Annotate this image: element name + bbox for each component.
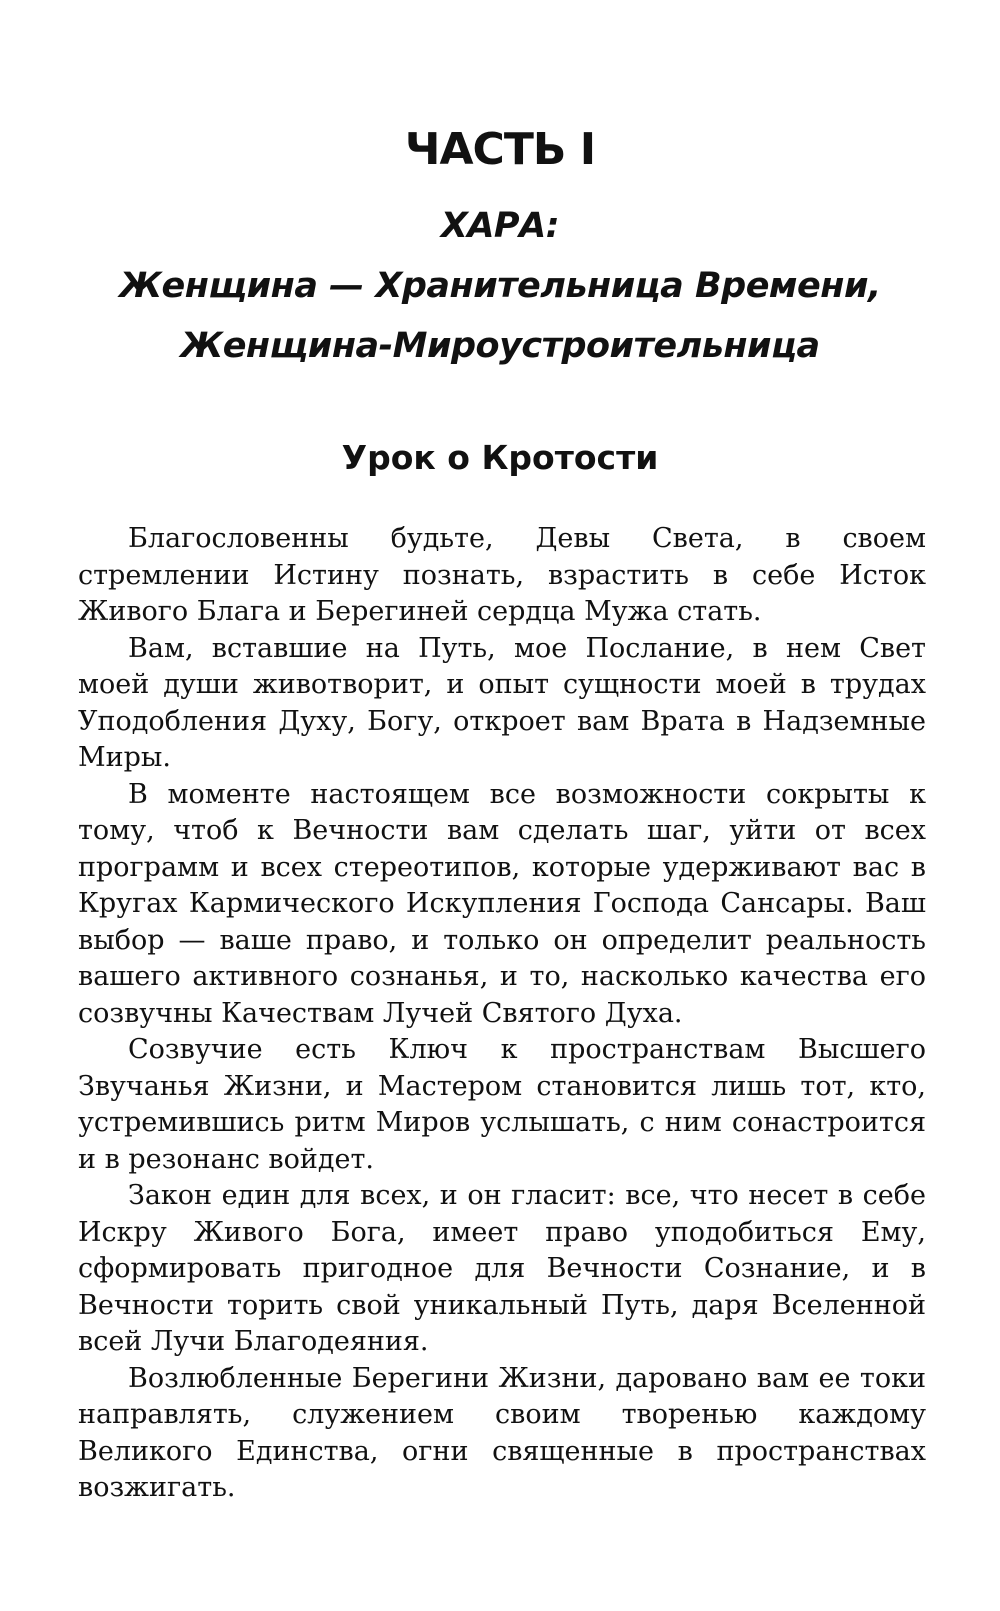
paragraph: В моменте настоящем все возможности сокрыты к тому, чтоб к Вечности вам сделать шаг, уйти от всех программ и всех стереотипов, которые удерживают вас в Кругах Кармического Искупления Господа Сансары. Ваш выбор — ваше право, и только он определит реальность вашего активного сознанья, и то, насколько качества его созвучны Качествам Лучей Святого Духа. bbox=[78, 778, 926, 1029]
section-title bbox=[0, 196, 1000, 376]
body-text bbox=[78, 521, 926, 1507]
section-title-line-2: Женщина — Хранительница Времени, bbox=[119, 266, 881, 306]
section-title-line-1: ХАРА: bbox=[440, 206, 560, 246]
section-title-line-3: Женщина-Мироустроительница bbox=[180, 326, 820, 366]
paragraph: Вам, вставшие на Путь, мое Послание, в нем Свет моей души животворит, и опыт сущности моей в трудах Уподобления Духу, Богу, откроет вам Врата в Надземные Миры. bbox=[78, 632, 926, 773]
paragraph: Закон един для всех, и он гласит: все, что несет в себе Искру Живого Бога, имеет право уподобиться Ему, сформировать пригодное для Вечности Сознание, и в Вечности торить свой уникальный Путь, даря Вселенной всей Лучи Благодеяния. bbox=[78, 1180, 926, 1357]
paragraph: Возлюбленные Берегини Жизни, даровано вам ее токи направлять, служением своим творенью каждому Великого Единства, огни священные в пространствах возжигать. bbox=[78, 1362, 926, 1503]
part-title: ЧАСТЬ I bbox=[404, 124, 596, 175]
lesson-title: Урок о Кротости bbox=[341, 438, 659, 477]
paragraph: Благословенны будьте, Девы Света, в своем стремлении Истину познать, взрастить в себе Исток Живого Блага и Берегиней сердца Мужа стать. bbox=[78, 523, 926, 627]
paragraph: Созвучие есть Ключ к пространствам Высшего Звучанья Жизни, и Мастером становится лишь тот, кто, устремившись ритм Миров услышать, с ним сонастроится и в резонанс войдет. bbox=[78, 1034, 926, 1175]
